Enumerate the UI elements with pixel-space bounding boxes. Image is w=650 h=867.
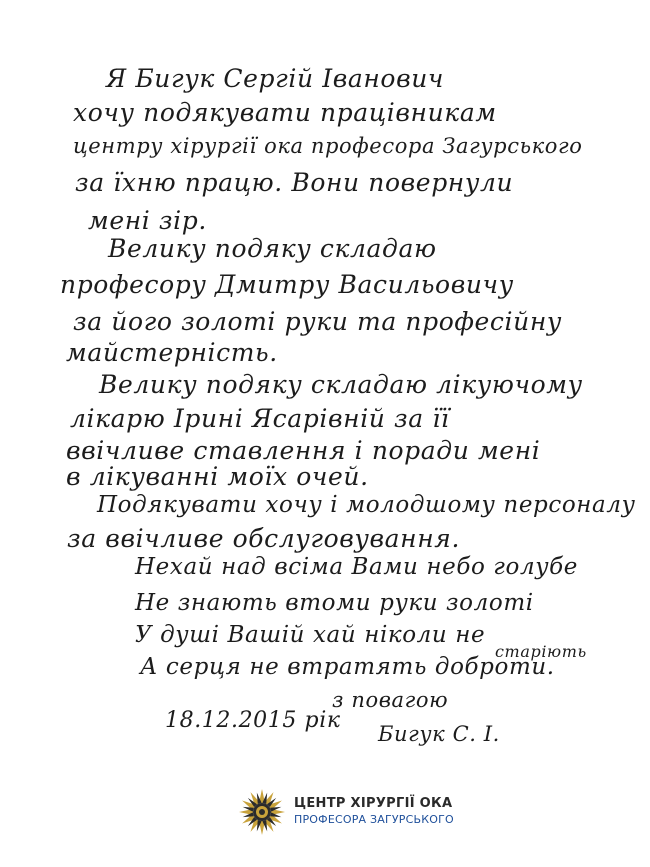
letter-date: 18.12.2015 рік — [165, 708, 341, 733]
letter-line: за їхню працю. Вони повернули — [75, 168, 514, 197]
letter-line: Велику подяку складаю — [108, 234, 437, 263]
letter-line: Подякувати хочу і молодшому персоналу — [97, 492, 636, 518]
letter-line: Велику подяку складаю лікуючому — [99, 370, 583, 399]
closing-text: з повагою — [332, 688, 449, 712]
letter-line: за його золоті руки та професійну — [73, 307, 563, 336]
letter-line: Нехай над всіма Вами небо голубе — [135, 554, 579, 580]
clinic-logo-block — [238, 787, 458, 837]
letter-line: в лікуванні моїх очей. — [66, 462, 369, 491]
sun-eye-logo-icon — [238, 788, 286, 836]
letter-line-insert: старіють — [495, 642, 587, 661]
letter-line: за ввічливе обслуговування. — [67, 524, 461, 553]
letter-line: Не знають втоми руки золоті — [135, 590, 534, 616]
letter-line: Я Бигук Сергій Іванович — [106, 64, 445, 93]
letter-line: мені зір. — [88, 206, 207, 235]
letter-line: А серця не втратять доброти. — [140, 654, 555, 680]
letter-line: лікарю Ірині Ясарівній за її — [70, 404, 450, 433]
signature: Бигук С. І. — [378, 722, 500, 746]
letter-line: професору Дмитру Васильовичу — [60, 270, 514, 299]
letter-line: хочу подякувати працівникам — [73, 98, 497, 127]
logo-title: ЦЕНТР ХІРУРГІЇ ОКА — [294, 796, 453, 811]
letter-line: У душі Вашій хай ніколи не — [135, 622, 486, 648]
letter-line: майстерність. — [66, 338, 278, 367]
letter-line: центру хірургії ока професора Загурського — [73, 134, 583, 158]
letter-line: ввічливе ставлення і поради мені — [66, 436, 541, 465]
logo-subtitle: ПРОФЕСОРА ЗАГУРСЬКОГО — [294, 813, 454, 826]
